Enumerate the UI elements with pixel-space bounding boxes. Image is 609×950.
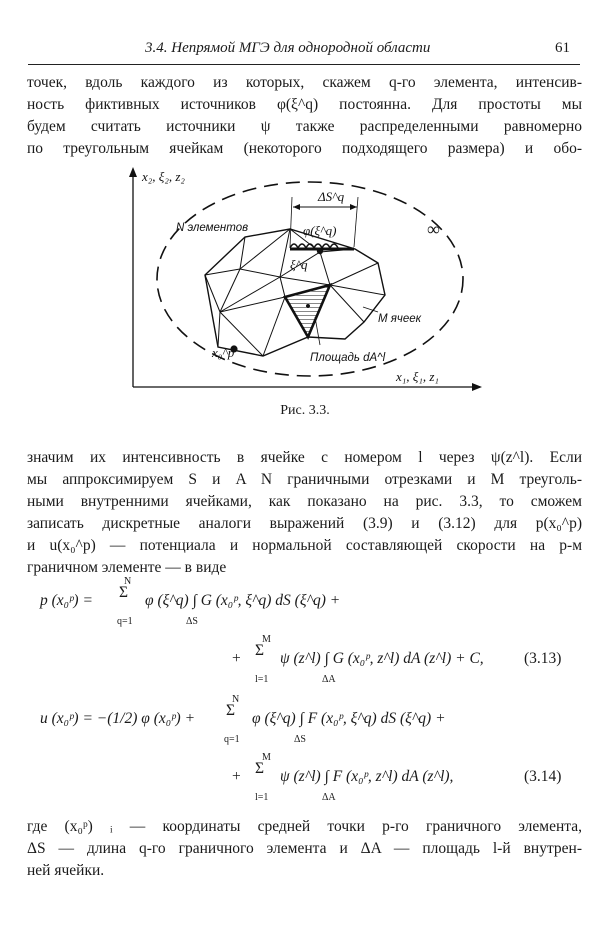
- eq13-sum-top: N: [124, 576, 132, 587]
- text-line: мы аппроксимируем S и A N граничными отрезками и M треуголь-: [27, 471, 582, 488]
- eq14-line2-int-sub: ΔA: [322, 792, 336, 803]
- figure-caption: Рис. 3.3.: [280, 403, 330, 418]
- eq13-number: (3.13): [524, 650, 562, 667]
- text-line: значим их интенсивность в ячейке с номером l через ψ(z^l). Если: [27, 449, 582, 466]
- text-line: где (x₀ᵖ) ᵢ — координаты средней точки p-го граничного элемента,: [27, 818, 582, 835]
- n-elements-label: N элементов: [176, 222, 249, 234]
- phi-label: φ(ξ^q): [303, 223, 337, 238]
- point-x0-label: x₀^p: [212, 345, 235, 360]
- eq13-line2-sum-sign: Σ: [255, 642, 265, 659]
- eq14-line2-sum-sign: Σ: [255, 760, 265, 777]
- eq13-lhs: p (x₀ᵖ) =: [40, 592, 93, 609]
- delta-s-label: ΔS^q: [318, 189, 345, 204]
- section-title: 3.4. Непрямой МГЭ для однородной области: [145, 40, 431, 56]
- y-axis-arrow: [129, 167, 137, 177]
- text-line: ность фиктивных источников φ(ξ^q) постоянна. Для простоты мы: [27, 96, 582, 113]
- figure-3-3: [120, 167, 485, 402]
- text-line: точек, вдоль каждого из которых, скажем q-го элемента, интенсив-: [27, 74, 582, 91]
- xi-label: ξ^q: [290, 257, 308, 272]
- y-axis-label: x₂, ξ₂, z₂: [142, 169, 185, 184]
- eq14-number: (3.14): [524, 768, 562, 785]
- running-header: [30, 40, 580, 64]
- eq13-body: φ (ξ^q) ∫ G (x₀ᵖ, ξ^q) dS (ξ^q) +: [145, 592, 341, 609]
- eq13-line2-sum-bottom: l=1: [255, 674, 269, 685]
- text-line: по треугольным ячейкам (некоторого подходящего размера) и обо-: [27, 140, 582, 157]
- paragraph-2: [27, 447, 582, 579]
- cell-centroid: [306, 304, 310, 308]
- x-axis-label: x₁, ξ₁, z₁: [396, 369, 439, 384]
- area-label: Площадь dA^l: [310, 352, 386, 364]
- eq14-body: φ (ξ^q) ∫ F (x₀ᵖ, ξ^q) dS (ξ^q) +: [252, 710, 446, 727]
- eq14-line2-sum-top: M: [262, 752, 271, 763]
- eq14-sum-sign: Σ: [226, 702, 236, 719]
- x-axis-arrow: [472, 383, 482, 391]
- eq13-int-sub: ΔS: [186, 616, 198, 627]
- eq13-line2-prefix: +: [232, 650, 241, 667]
- paragraph-3: [27, 816, 582, 882]
- text-line: граничном элементе — в виде: [27, 559, 227, 576]
- infinity-label: ∞: [427, 219, 440, 239]
- eq14-sum-top: N: [232, 694, 240, 705]
- eq14-line2-prefix: +: [232, 768, 241, 785]
- text-line: и u(x₀^p) — потенциала и нормальной составляющей скорости на p-м: [27, 537, 582, 554]
- text-line: ней ячейки.: [27, 862, 105, 879]
- element-midpoint: [317, 248, 323, 254]
- eq13-line2-int-sub: ΔA: [322, 674, 336, 685]
- infinity-boundary: [157, 182, 463, 376]
- header-rule: [28, 64, 580, 65]
- text-line: ΔS — длина q-го граничного элемента и ΔA — площадь l-й внутрен-: [27, 840, 582, 857]
- m-cells-label: M ячеек: [378, 313, 422, 325]
- paragraph-1: [27, 72, 582, 160]
- eq14-lhs: u (x₀ᵖ) = −(1/2) φ (x₀ᵖ) +: [40, 710, 196, 727]
- eq13-line2-body: ψ (z^l) ∫ G (x₀ᵖ, z^l) dA (z^l) + C,: [280, 650, 484, 667]
- eq13-sum-bottom: q=1: [117, 616, 133, 627]
- eq14-sum-bottom: q=1: [224, 734, 240, 745]
- eq13-line2-sum-top: M: [262, 634, 271, 645]
- eq14-line2-body: ψ (z^l) ∫ F (x₀ᵖ, z^l) dA (z^l),: [280, 768, 454, 785]
- eq14-int-sub: ΔS: [294, 734, 306, 745]
- text-line: ными внутренними ячейками, как показано на рис. 3.3, то сможем: [27, 493, 582, 510]
- boundary-element-sources: [290, 244, 338, 248]
- eq13-sum-sign: Σ: [119, 584, 129, 601]
- text-line: будем считать источники ψ также распределенными равномерно: [27, 118, 582, 135]
- page-number: 61: [555, 40, 570, 56]
- shaded-cell: [285, 285, 330, 337]
- text-line: записать дискретные аналоги выражений (3.9) и (3.12) для p(x₀^p): [27, 515, 582, 532]
- eq14-line2-sum-bottom: l=1: [255, 792, 269, 803]
